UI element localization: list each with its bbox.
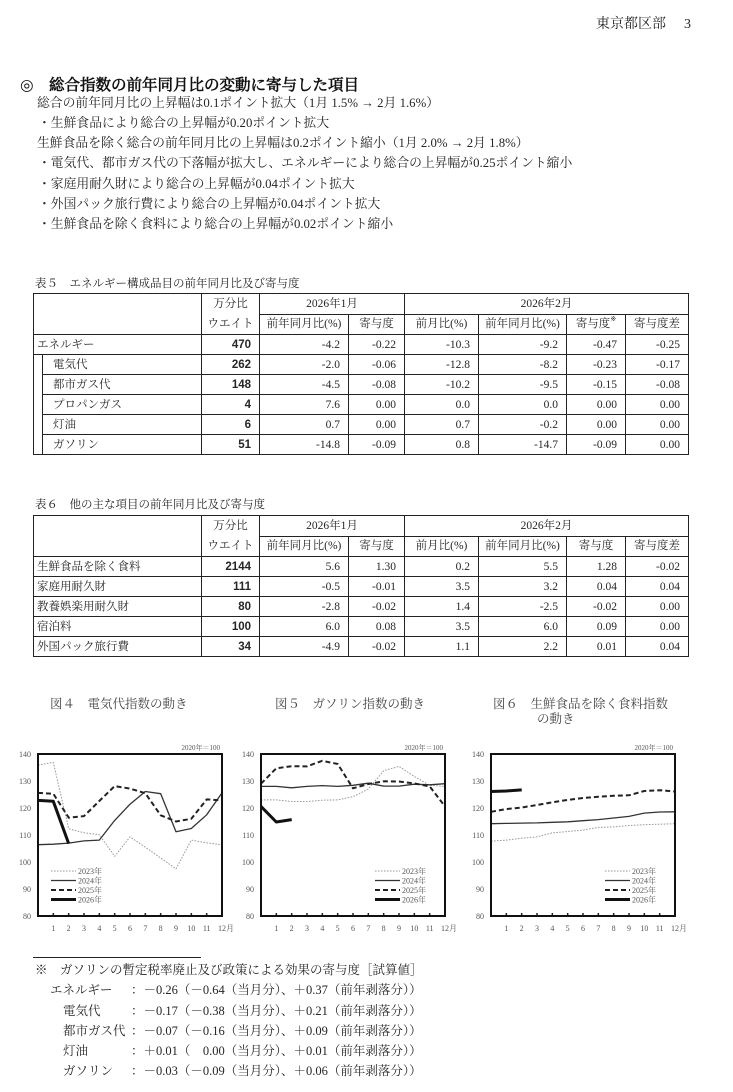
footnote-value: ：－0.26（－0.64（当月分）、＋0.37（前年剥落分）） bbox=[131, 983, 422, 997]
x-tick-label: 4 bbox=[320, 924, 325, 933]
chart-title-gasoline bbox=[275, 697, 425, 712]
y-tick-label: 140 bbox=[472, 750, 484, 759]
weight-cell: 80 bbox=[202, 597, 260, 617]
x-tick-label: 5 bbox=[565, 924, 570, 933]
y-tick-label: 100 bbox=[19, 858, 31, 867]
period-header-feb: 2026年2月 bbox=[405, 516, 689, 537]
y-tick-label: 140 bbox=[19, 750, 31, 759]
value-cell: 1.1 bbox=[405, 637, 479, 657]
value-cell: 0.04 bbox=[567, 577, 626, 597]
value-cell: 0.00 bbox=[626, 617, 689, 637]
value-cell: 0.09 bbox=[567, 617, 626, 637]
y-tick-label: 130 bbox=[242, 777, 254, 786]
value-cell: 5.6 bbox=[260, 557, 349, 577]
legend-label: 2025年 bbox=[632, 886, 656, 895]
x-tick-label: 7 bbox=[143, 924, 148, 933]
value-cell: 7.6 bbox=[260, 395, 349, 415]
table-row bbox=[34, 395, 689, 415]
other-items-contribution-table bbox=[33, 515, 689, 657]
value-cell: 1.30 bbox=[349, 557, 405, 577]
value-cell: -0.2 bbox=[479, 415, 567, 435]
table-row bbox=[34, 335, 689, 355]
col-header-feb-contribution-label: 寄与度 bbox=[575, 318, 611, 331]
x-tick-label: 3 bbox=[535, 924, 539, 933]
chart-title-line: 図６ 生鮮食品を除く食料指数 bbox=[493, 697, 669, 711]
value-cell: -2.5 bbox=[479, 597, 567, 617]
x-tick-label: 8 bbox=[611, 924, 616, 933]
y-tick-label: 80 bbox=[476, 912, 484, 921]
region-label: 東京都区部 bbox=[596, 17, 666, 32]
footnote-row bbox=[0, 1061, 733, 1081]
value-cell: -0.5 bbox=[260, 577, 349, 597]
table-row bbox=[34, 597, 689, 617]
y-tick-label: 90 bbox=[246, 885, 254, 894]
x-tick-label: 1 bbox=[51, 924, 56, 933]
value-cell: -0.25 bbox=[626, 335, 689, 355]
y-tick-label: 110 bbox=[19, 831, 31, 840]
row-label: ガソリン bbox=[43, 435, 202, 455]
col-header-jan-contribution: 寄与度 bbox=[349, 536, 405, 557]
x-tick-label: 9 bbox=[174, 924, 178, 933]
value-cell: 0.01 bbox=[567, 637, 626, 657]
x-tick-label: 11 bbox=[425, 924, 434, 933]
footnote-label: エネルギー bbox=[50, 983, 113, 997]
summary-bullet: ・電気代、都市ガス代の下落幅が拡大し、エネルギーにより総合の上昇幅が0.25ポイント縮小 bbox=[38, 156, 573, 170]
x-tick-label: 6 bbox=[351, 924, 355, 933]
col-header-feb-yoy: 前年同月比(%) bbox=[479, 314, 567, 335]
weight-header-bottom: ウエイト bbox=[207, 318, 254, 330]
row-label: 外国パック旅行費 bbox=[34, 637, 202, 657]
table6-title: 表６ 他の主な項目の前年同月比及び寄与度 bbox=[35, 499, 265, 511]
base-year-note: 2020年＝100 bbox=[404, 744, 443, 752]
gasoline-index-chart bbox=[231, 740, 466, 940]
item-header-cell bbox=[34, 294, 202, 335]
legend-label: 2026年 bbox=[78, 895, 102, 905]
y-tick-label: 100 bbox=[472, 858, 484, 867]
col-header-feb-mom: 前月比(%) bbox=[405, 536, 479, 557]
x-tick-label: 8 bbox=[158, 924, 163, 933]
value-cell: 0.00 bbox=[567, 395, 626, 415]
series-line-2023 bbox=[491, 824, 675, 842]
y-tick-label: 80 bbox=[23, 912, 31, 921]
value-cell: -4.2 bbox=[260, 335, 349, 355]
period-header-jan: 2026年1月 bbox=[260, 294, 405, 315]
legend-label: 2023年 bbox=[78, 867, 102, 876]
footnote-divider bbox=[33, 957, 201, 958]
weight-cell: 51 bbox=[202, 435, 260, 455]
value-cell: -0.17 bbox=[626, 355, 689, 375]
base-year-note: 2020年＝100 bbox=[181, 744, 220, 752]
value-cell: 3.5 bbox=[405, 577, 479, 597]
y-tick-label: 110 bbox=[472, 831, 484, 840]
value-cell: -2.8 bbox=[260, 597, 349, 617]
value-cell: -9.2 bbox=[479, 335, 567, 355]
summary-bullet: ・生鮮食品により総合の上昇幅が0.20ポイント拡大 bbox=[38, 116, 330, 130]
summary-line: 生鮮食品を除く総合の前年同月比の上昇幅は0.2ポイント縮小（1月 2.0% → 2月 1.8%） bbox=[37, 136, 529, 150]
x-tick-label: 7 bbox=[596, 924, 601, 933]
row-label: 生鮮食品を除く食料 bbox=[34, 557, 202, 577]
x-tick-label: 3 bbox=[82, 924, 86, 933]
value-cell: -14.8 bbox=[260, 435, 349, 455]
footnote-row bbox=[0, 1041, 733, 1061]
chart-title-food bbox=[493, 697, 668, 727]
footnote-value: ：－0.03（－0.09（当月分）、＋0.06（前年剥落分）） bbox=[131, 1064, 422, 1078]
weight-cell: 6 bbox=[202, 415, 260, 435]
y-tick-label: 130 bbox=[472, 777, 484, 786]
value-cell: 3.5 bbox=[405, 617, 479, 637]
value-cell: -2.0 bbox=[260, 355, 349, 375]
electricity-index-chart bbox=[8, 740, 243, 940]
value-cell: -9.5 bbox=[479, 375, 567, 395]
x-tick-label: 11 bbox=[202, 924, 211, 933]
x-tick-label: 9 bbox=[627, 924, 631, 933]
weight-header bbox=[202, 516, 260, 557]
value-cell: -0.02 bbox=[349, 597, 405, 617]
value-cell: 0.08 bbox=[349, 617, 405, 637]
y-tick-label: 140 bbox=[242, 750, 254, 759]
period-header-jan: 2026年1月 bbox=[260, 516, 405, 537]
value-cell: 0.00 bbox=[349, 415, 405, 435]
y-tick-label: 120 bbox=[242, 804, 254, 813]
series-line-2026 bbox=[491, 790, 522, 792]
section-heading: ◎ 総合指数の前年同月比の変動に寄与した項目 bbox=[20, 77, 360, 94]
col-header-contribution-diff: 寄与度差 bbox=[626, 536, 689, 557]
row-label: 教養娯楽用耐久財 bbox=[34, 597, 202, 617]
footnote-label: 都市ガス代 bbox=[63, 1024, 126, 1038]
food-index-chart bbox=[461, 740, 696, 940]
col-header-contribution-diff: 寄与度差 bbox=[626, 314, 689, 335]
table-row bbox=[34, 617, 689, 637]
x-tick-label: 8 bbox=[381, 924, 386, 933]
value-cell: 0.04 bbox=[626, 577, 689, 597]
value-cell: 0.00 bbox=[626, 415, 689, 435]
weight-cell: 470 bbox=[202, 335, 260, 355]
weight-cell: 100 bbox=[202, 617, 260, 637]
value-cell: 0.00 bbox=[349, 395, 405, 415]
x-tick-label: 12月 bbox=[218, 924, 234, 933]
row-label: エネルギー bbox=[34, 335, 202, 355]
value-cell: -0.47 bbox=[567, 335, 626, 355]
y-tick-label: 90 bbox=[476, 885, 484, 894]
value-cell: -8.2 bbox=[479, 355, 567, 375]
summary-bullet: ・生鮮食品を除く食料により総合の上昇幅が0.02ポイント縮小 bbox=[38, 217, 394, 231]
row-label: 都市ガス代 bbox=[43, 375, 202, 395]
summary-bullet: ・外国パック旅行費により総合の上昇幅が0.04ポイント拡大 bbox=[38, 197, 381, 211]
x-tick-label: 10 bbox=[640, 924, 649, 933]
table-row bbox=[34, 415, 689, 435]
footnote-label: 電気代 bbox=[63, 1004, 101, 1018]
row-label: 宿泊料 bbox=[34, 617, 202, 637]
value-cell: 6.0 bbox=[479, 617, 567, 637]
table-row bbox=[34, 435, 689, 455]
y-tick-label: 120 bbox=[19, 804, 31, 813]
col-header-jan-yoy: 前年同月比(%) bbox=[260, 314, 349, 335]
x-tick-label: 2 bbox=[66, 924, 71, 933]
row-label: 灯油 bbox=[43, 415, 202, 435]
value-cell: -10.2 bbox=[405, 375, 479, 395]
legend-label: 2024年 bbox=[402, 876, 426, 886]
chart-title-line: 図５ ガソリン指数の動き bbox=[275, 697, 426, 711]
value-cell: -4.5 bbox=[260, 375, 349, 395]
x-tick-label: 6 bbox=[128, 924, 132, 933]
x-tick-label: 6 bbox=[581, 924, 585, 933]
footnote-row bbox=[0, 1001, 733, 1021]
y-tick-label: 130 bbox=[19, 777, 31, 786]
table-row bbox=[34, 557, 689, 577]
subitem-bracket bbox=[34, 355, 43, 455]
series-line-2026 bbox=[261, 806, 292, 822]
value-cell: -0.08 bbox=[626, 375, 689, 395]
weight-header bbox=[202, 294, 260, 335]
col-header-feb-yoy: 前年同月比(%) bbox=[479, 536, 567, 557]
x-tick-label: 10 bbox=[410, 924, 419, 933]
table-row bbox=[34, 577, 689, 597]
chart-title-line: 図４ 電気代指数の動き bbox=[50, 697, 188, 711]
value-cell: 2.2 bbox=[479, 637, 567, 657]
x-tick-label: 2 bbox=[289, 924, 294, 933]
value-cell: 0.00 bbox=[626, 395, 689, 415]
x-tick-label: 10 bbox=[187, 924, 196, 933]
x-tick-label: 1 bbox=[274, 924, 279, 933]
series-line-2025 bbox=[491, 790, 675, 812]
weight-cell: 34 bbox=[202, 637, 260, 657]
value-cell: -0.09 bbox=[349, 435, 405, 455]
x-tick-label: 4 bbox=[550, 924, 555, 933]
y-tick-label: 100 bbox=[242, 858, 254, 867]
summary-line: 総合の前年同月比の上昇幅は0.1ポイント拡大（1月 1.5% → 2月 1.6%） bbox=[37, 96, 440, 110]
legend-label: 2025年 bbox=[78, 886, 102, 895]
table-row bbox=[34, 637, 689, 657]
value-cell: -14.7 bbox=[479, 435, 567, 455]
y-tick-label: 120 bbox=[472, 804, 484, 813]
legend-label: 2025年 bbox=[402, 886, 426, 895]
x-tick-label: 1 bbox=[504, 924, 509, 933]
weight-cell: 2144 bbox=[202, 557, 260, 577]
x-tick-label: 3 bbox=[305, 924, 309, 933]
col-header-jan-contribution: 寄与度 bbox=[349, 314, 405, 335]
footnote-value: ：－0.17（－0.38（当月分）、＋0.21（前年剥落分）） bbox=[131, 1004, 422, 1018]
value-cell: -0.09 bbox=[567, 435, 626, 455]
value-cell: 0.00 bbox=[626, 597, 689, 617]
footnote-label: ガソリン bbox=[63, 1064, 114, 1078]
x-tick-label: 5 bbox=[112, 924, 117, 933]
legend-label: 2024年 bbox=[632, 876, 656, 886]
value-cell: 5.5 bbox=[479, 557, 567, 577]
value-cell: -0.08 bbox=[349, 375, 405, 395]
weight-cell: 262 bbox=[202, 355, 260, 375]
series-line-2023 bbox=[38, 762, 222, 868]
value-cell: -0.02 bbox=[626, 557, 689, 577]
value-cell: 3.2 bbox=[479, 577, 567, 597]
footnote-title: ※ ガソリンの暫定税率廃止及び政策による効果の寄与度［試算値］ bbox=[35, 963, 423, 977]
table-row bbox=[34, 355, 689, 375]
value-cell: -0.15 bbox=[567, 375, 626, 395]
chart-title-electricity bbox=[50, 697, 188, 712]
footnote-row bbox=[0, 1021, 733, 1041]
table-row bbox=[34, 375, 689, 395]
value-cell: -0.23 bbox=[567, 355, 626, 375]
row-label: 電気代 bbox=[43, 355, 202, 375]
legend-label: 2026年 bbox=[632, 895, 656, 905]
value-cell: -0.22 bbox=[349, 335, 405, 355]
col-header-jan-yoy: 前年同月比(%) bbox=[260, 536, 349, 557]
value-cell: -0.01 bbox=[349, 577, 405, 597]
value-cell: 0.0 bbox=[405, 395, 479, 415]
col-header-feb-mom: 前月比(%) bbox=[405, 314, 479, 335]
page-header bbox=[596, 13, 691, 33]
y-tick-label: 110 bbox=[242, 831, 254, 840]
item-header-cell bbox=[34, 516, 202, 557]
series-line-2025 bbox=[261, 761, 445, 807]
weight-header-top: 万分比 bbox=[213, 520, 248, 532]
weight-cell: 111 bbox=[202, 577, 260, 597]
x-tick-label: 4 bbox=[97, 924, 102, 933]
x-tick-label: 11 bbox=[655, 924, 664, 933]
footnote-row bbox=[0, 980, 733, 1000]
x-tick-label: 12月 bbox=[441, 924, 457, 933]
weight-header-bottom: ウエイト bbox=[207, 540, 254, 552]
value-cell: 6.0 bbox=[260, 617, 349, 637]
footnote-value: ：＋0.01（ 0.00（当月分）、＋0.01（前年剥落分）） bbox=[131, 1044, 422, 1058]
value-cell: -0.02 bbox=[349, 637, 405, 657]
weight-header-top: 万分比 bbox=[213, 298, 248, 310]
chart-title-line: の動き bbox=[537, 712, 575, 726]
weight-cell: 4 bbox=[202, 395, 260, 415]
footnote-label: 灯油 bbox=[63, 1044, 89, 1058]
y-tick-label: 90 bbox=[23, 885, 31, 894]
summary-bullet: ・家庭用耐久財により総合の上昇幅が0.04ポイント拡大 bbox=[38, 177, 355, 191]
y-tick-label: 80 bbox=[246, 912, 254, 921]
period-header-feb: 2026年2月 bbox=[405, 294, 689, 315]
legend-label: 2024年 bbox=[78, 876, 102, 886]
value-cell: -10.3 bbox=[405, 335, 479, 355]
x-tick-label: 5 bbox=[335, 924, 340, 933]
value-cell: 0.04 bbox=[626, 637, 689, 657]
x-tick-label: 9 bbox=[397, 924, 401, 933]
value-cell: 0.0 bbox=[479, 395, 567, 415]
legend-label: 2023年 bbox=[402, 867, 426, 876]
footnote-value: ：－0.07（－0.16（当月分）、＋0.09（前年剥落分）） bbox=[131, 1024, 422, 1038]
weight-cell: 148 bbox=[202, 375, 260, 395]
legend-label: 2026年 bbox=[402, 895, 426, 905]
value-cell: 0.00 bbox=[626, 435, 689, 455]
x-tick-label: 12月 bbox=[671, 924, 687, 933]
value-cell: 0.8 bbox=[405, 435, 479, 455]
value-cell: -0.02 bbox=[567, 597, 626, 617]
value-cell: 0.00 bbox=[567, 415, 626, 435]
value-cell: 1.28 bbox=[567, 557, 626, 577]
value-cell: 0.7 bbox=[405, 415, 479, 435]
legend-label: 2023年 bbox=[632, 867, 656, 876]
col-header-feb-contribution: 寄与度 bbox=[567, 536, 626, 557]
value-cell: -0.06 bbox=[349, 355, 405, 375]
table5-title: 表５ エネルギー構成品目の前年同月比及び寄与度 bbox=[35, 278, 300, 290]
energy-contribution-table bbox=[33, 293, 689, 455]
note-mark: ※ bbox=[610, 315, 617, 324]
page-number: 3 bbox=[684, 17, 691, 32]
series-line-2024 bbox=[491, 812, 675, 824]
col-header-feb-contribution bbox=[567, 314, 626, 335]
x-tick-label: 2 bbox=[519, 924, 524, 933]
value-cell: -4.9 bbox=[260, 637, 349, 657]
value-cell: 0.2 bbox=[405, 557, 479, 577]
row-label: プロパンガス bbox=[43, 395, 202, 415]
value-cell: 0.7 bbox=[260, 415, 349, 435]
value-cell: 1.4 bbox=[405, 597, 479, 617]
x-tick-label: 7 bbox=[366, 924, 371, 933]
value-cell: -12.8 bbox=[405, 355, 479, 375]
row-label: 家庭用耐久財 bbox=[34, 577, 202, 597]
base-year-note: 2020年＝100 bbox=[634, 744, 673, 752]
